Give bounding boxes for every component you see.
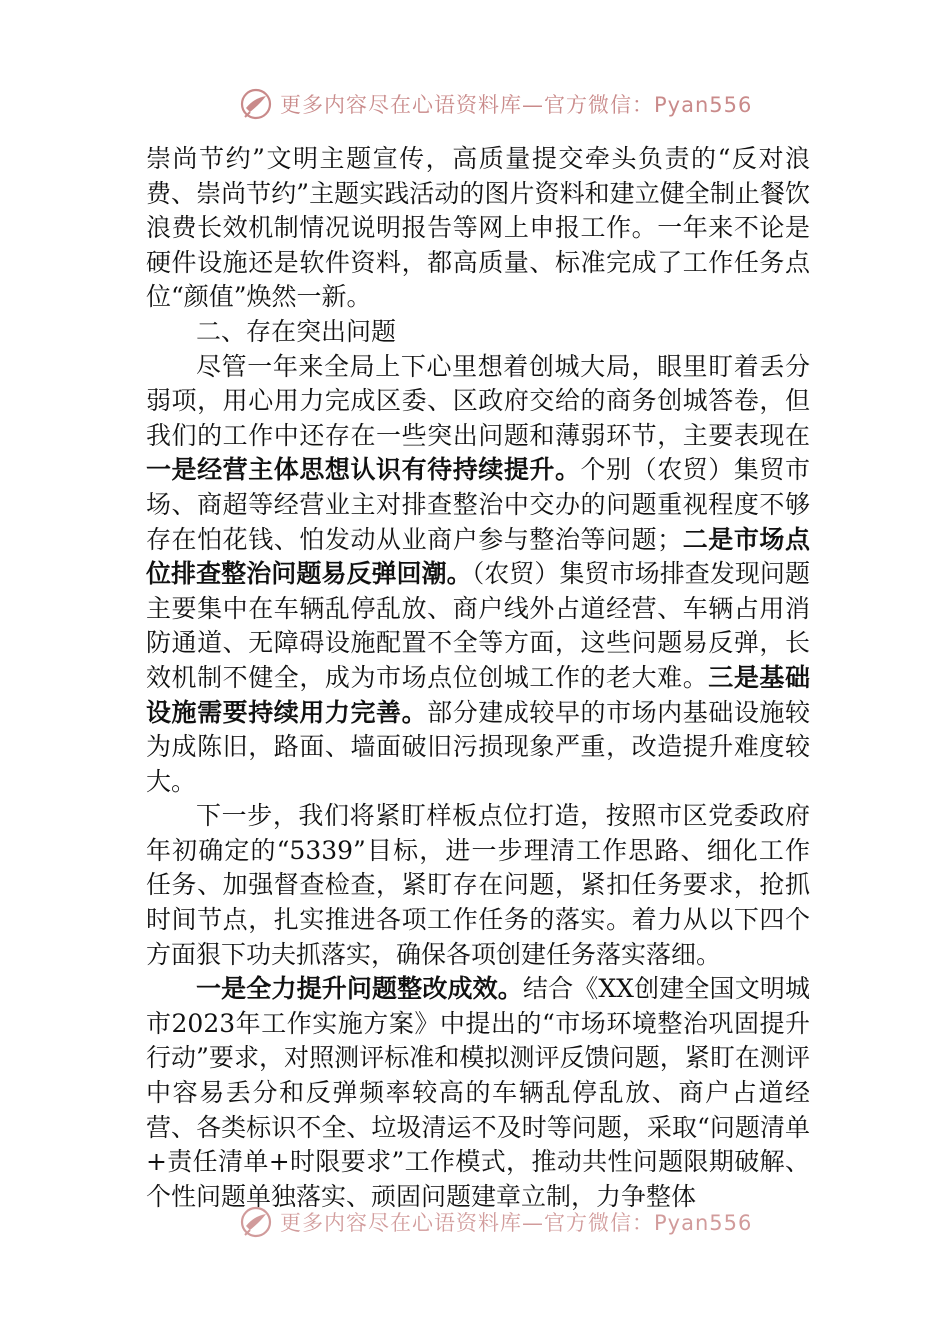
problem-2-title: 二是市场点位排查整治问题易反弹回潮。	[146, 524, 810, 589]
watermark-top	[238, 84, 758, 124]
problem-1-text: 个别（农贸）集贸市场、商超等经营业主对排查整治中交办的问题重视程度不够存在怕花钱、怕发动从业商户参与整治等问题；	[146, 455, 810, 554]
paragraph-problems	[146, 350, 810, 800]
document-body	[146, 142, 810, 1214]
section-heading: 二、存在突出问题	[196, 316, 397, 346]
paragraph-measure-1	[146, 972, 810, 1214]
problem-3-title: 三是基础设施需要持续用力完善。	[146, 662, 810, 727]
paragraph-next-step: 下一步，我们将紧盯样板点位打造，按照市区党委政府年初确定的“5339”目标，进一步理清工作思路、细化工作任务、加强督查检查，紧盯存在问题，紧扣任务要求，抢抓时间节点，扎实推进各项工作任务的落实。着力从以下四个方面狠下功夫抓落实，确保各项创建任务落实落细。	[146, 801, 810, 969]
measure-1-title: 一是全力提升问题整改成效。	[196, 974, 523, 1004]
watermark-logo-icon	[238, 86, 274, 122]
problem-3-text: 部分建成较早的市场内基础设施较为成陈旧，路面、墙面破旧污损现象严重，改造提升难度较大。	[146, 697, 810, 796]
watermark-text: 更多内容尽在心语资料库—官方微信：Pyan556	[280, 1211, 753, 1235]
paragraph-continued: 崇尚节约”文明主题宣传，高质量提交牵头负责的“反对浪费、崇尚节约”主题实践活动的图片资料和建立健全制止餐饮浪费长效机制情况说明报告等网上申报工作。一年来不论是硬件设施还是软件资料，都高质量、标准完成了工作任务点位“颜值”焕然一新。	[146, 144, 810, 312]
watermark-bottom	[238, 1202, 758, 1242]
problem-2-text: （农贸）集贸市场排查发现问题主要集中在车辆乱停乱放、商户线外占道经营、车辆占用消防通道、无障碍设施配置不全等方面，这些问题易反弹，长效机制不健全，成为市场点位创城工作的老大难。	[146, 559, 810, 692]
watermark-logo-icon	[238, 1204, 274, 1240]
problem-1-title: 一是经营主体思想认识有待持续提升。	[146, 455, 581, 485]
measure-1-text: 结合《XX创建全国文明城市2023年工作实施方案》中提出的“市场环境整治巩固提升行动”要求，对照测评标准和模拟测评反馈问题，紧盯在测评中容易丢分和反弹频率较高的车辆乱停乱放、商户占道经营、各类标识不全、垃圾清运不及时等问题，采取“问题清单+责任清单+时限要求”工作模式，推动共性问题限期破解、个性问题单独落实、顽固问题建章立制，力争整体	[146, 974, 810, 1211]
problems-intro: 尽管一年来全局上下心里想着创城大局，眼里盯着丢分弱项，用心用力完成区委、区政府交给的商务创城答卷，但我们的工作中还存在一些突出问题和薄弱环节，主要表现在	[146, 351, 810, 450]
watermark-text: 更多内容尽在心语资料库—官方微信：Pyan556	[280, 93, 753, 117]
